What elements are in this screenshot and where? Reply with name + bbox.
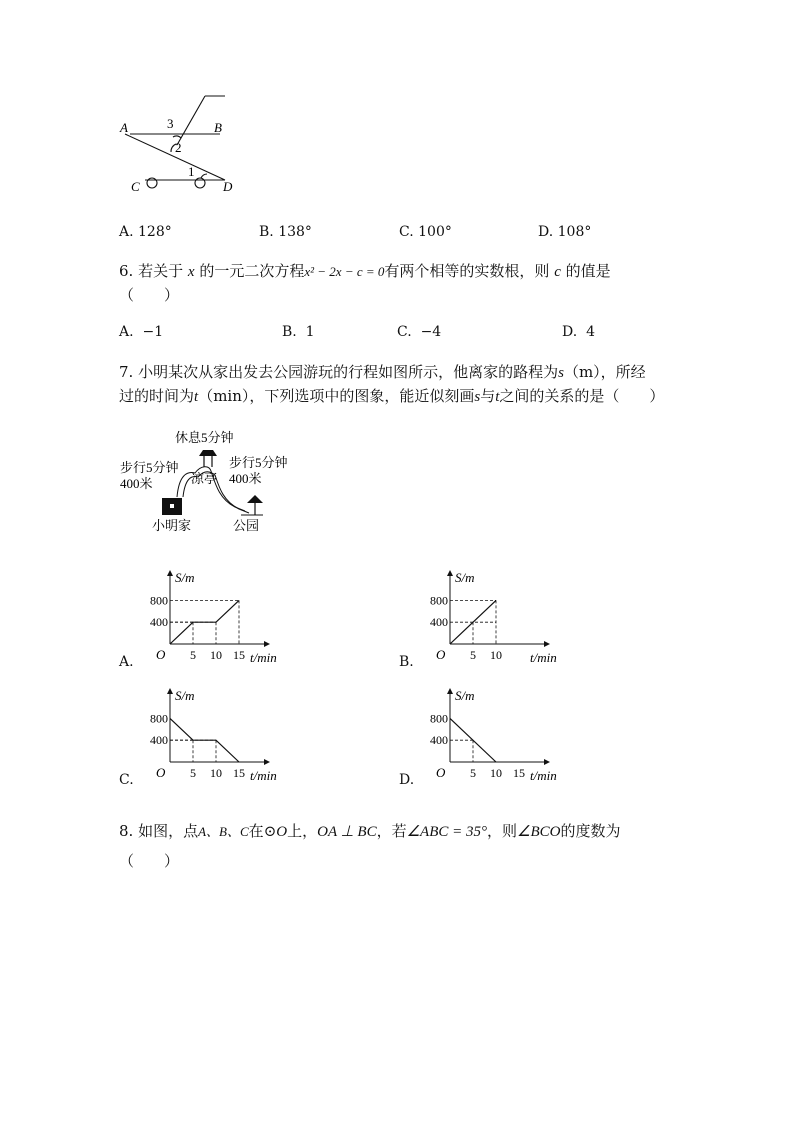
- y-tick-label: 400: [150, 615, 168, 630]
- y-axis-label: S/m: [455, 570, 475, 585]
- x-tick-label: 10: [490, 766, 502, 780]
- q7-stem-line2: 过的时间为t（min），下列选项中的图象，能近似刻画s与t之间的关系的是（ ）: [119, 387, 665, 405]
- q7-graph-b[interactable]: [420, 568, 580, 668]
- origin-label: O: [156, 765, 166, 780]
- label-B: B: [214, 120, 222, 135]
- dist-right-label: 400米: [229, 471, 262, 486]
- q7-option-a-key[interactable]: A.: [119, 654, 134, 670]
- q7-route-illustration: [115, 425, 315, 540]
- q5-geometry-figure: [115, 90, 255, 200]
- x-tick-label: 15: [233, 648, 245, 662]
- park-icon: [247, 495, 263, 503]
- label-A: A: [120, 120, 128, 135]
- pavilion-icon: [199, 450, 217, 456]
- y-tick-label: 800: [430, 711, 448, 726]
- y-axis-arrow: [447, 570, 453, 576]
- q7-stem-line1: 7. 小明某次从家出发去公园游玩的行程如图所示，他离家的路程为s（m），所经: [119, 363, 646, 381]
- q7-graph-d[interactable]: [420, 686, 580, 786]
- label-angle-2: 2: [175, 140, 182, 155]
- q5-option-d[interactable]: D. 108°: [538, 224, 592, 240]
- x-tick-label: 5: [190, 648, 196, 662]
- y-tick-label: 400: [150, 733, 168, 748]
- y-axis-label: S/m: [175, 570, 195, 585]
- x-axis-arrow: [264, 641, 270, 647]
- q8-stem: 8. 如图，点A、B、C在⊙O上，OA ⊥ BC，若∠ABC = 35°，则∠BCO的度数为: [119, 822, 621, 840]
- x-tick-label: 15: [233, 766, 245, 780]
- x-tick-label: 10: [210, 648, 222, 662]
- x-axis-arrow: [544, 759, 550, 765]
- x-axis-arrow: [544, 641, 550, 647]
- label-angle-1: 1: [188, 164, 195, 179]
- q7-option-b-key[interactable]: B.: [399, 654, 414, 670]
- y-tick-label: 800: [430, 593, 448, 608]
- park-label: 公园: [233, 518, 260, 533]
- x-tick-label: 5: [470, 648, 476, 662]
- origin-label: O: [156, 647, 166, 662]
- origin-label: O: [436, 765, 446, 780]
- home-label: 小明家: [152, 518, 192, 533]
- q7-graph-c[interactable]: [140, 686, 300, 786]
- y-axis-label: S/m: [175, 688, 195, 703]
- y-tick-label: 400: [430, 615, 448, 630]
- q6-answer-paren: （ ）: [119, 286, 180, 304]
- q6-option-d[interactable]: D. 4: [562, 324, 596, 340]
- q6-stem: 6. 若关于 x 的一元二次方程x² − 2x − c = 0有两个相等的实数根，则 c 的值是: [119, 262, 611, 280]
- x-axis-arrow: [264, 759, 270, 765]
- q5-option-a[interactable]: A. 128°: [119, 224, 172, 240]
- y-tick-label: 400: [430, 733, 448, 748]
- x-tick-label: 5: [190, 766, 196, 780]
- label-C: C: [131, 179, 140, 194]
- q7-option-c-key[interactable]: C.: [119, 772, 134, 788]
- walk-right-label: 步行5分钟: [229, 455, 288, 470]
- q7-option-d-key[interactable]: D.: [399, 772, 415, 788]
- q5-option-b[interactable]: B. 138°: [259, 224, 312, 240]
- x-tick-label: 10: [490, 648, 502, 662]
- x-tick-label: 10: [210, 766, 222, 780]
- q6-option-c[interactable]: C. −4: [397, 324, 442, 340]
- pavilion-label: 凉亭: [191, 471, 218, 486]
- label-D: D: [223, 179, 233, 194]
- x-axis-label: t/min: [530, 650, 557, 665]
- label-angle-3: 3: [167, 116, 174, 131]
- walk-left-label: 步行5分钟: [120, 460, 179, 475]
- y-axis-arrow: [167, 570, 173, 576]
- x-axis-label: t/min: [250, 768, 277, 783]
- dist-left-label: 400米: [120, 476, 153, 491]
- y-axis-arrow: [447, 688, 453, 694]
- y-tick-label: 800: [150, 711, 168, 726]
- x-tick-label: 5: [470, 766, 476, 780]
- q8-answer-paren: （ ）: [119, 852, 180, 870]
- y-axis-label: S/m: [455, 688, 475, 703]
- q6-option-b[interactable]: B. 1: [282, 324, 315, 340]
- q7-graph-a[interactable]: [140, 568, 300, 668]
- q5-option-c[interactable]: C. 100°: [399, 224, 452, 240]
- origin-label: O: [436, 647, 446, 662]
- x-axis-label: t/min: [530, 768, 557, 783]
- q6-option-a[interactable]: A. −1: [119, 324, 164, 340]
- x-tick-label: 15: [513, 766, 525, 780]
- y-axis-arrow: [167, 688, 173, 694]
- x-axis-label: t/min: [250, 650, 277, 665]
- rest-label: 休息5分钟: [175, 430, 234, 445]
- y-tick-label: 800: [150, 593, 168, 608]
